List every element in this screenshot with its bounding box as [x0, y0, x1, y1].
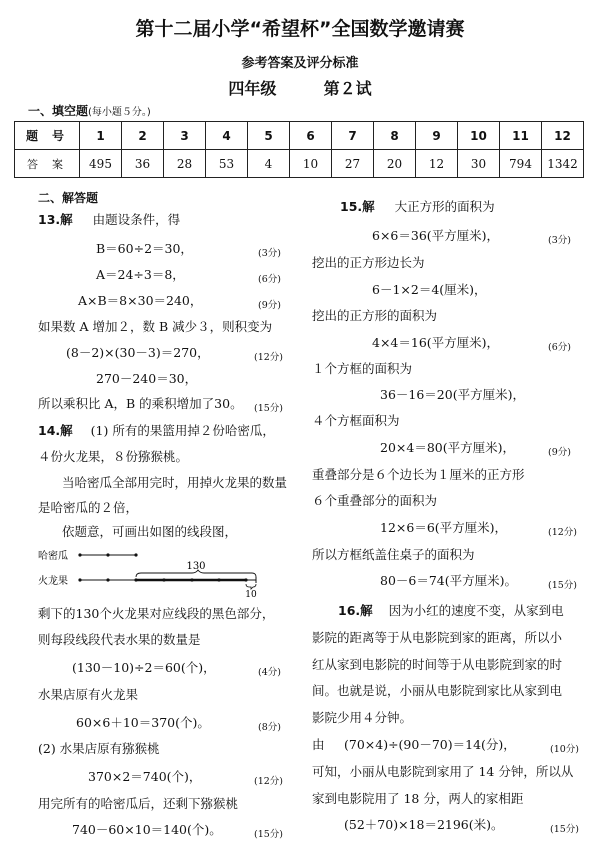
brace-10	[246, 584, 256, 589]
score: (15分)	[550, 824, 580, 835]
problem-14-header	[38, 424, 275, 438]
score: (15分)	[254, 403, 284, 414]
section-solve-heading: 二、解答题	[38, 191, 99, 205]
question-number-cell: 10	[458, 122, 500, 150]
answer-cell: 4	[248, 150, 290, 178]
text-line: 重叠部分是６个边长为１厘米的正方形	[312, 467, 525, 482]
equation-line: 6－1×2＝4(厘米)，	[372, 282, 487, 297]
problem-16-number: 16.	[338, 603, 361, 618]
answer-table	[14, 121, 584, 178]
text-line: 挖出的正方形边长为	[312, 255, 425, 270]
equation-line: A×B＝8×30＝240，	[78, 293, 203, 308]
answer-cell: 20	[374, 150, 416, 178]
grade-label: 四年级	[228, 79, 277, 98]
score: (3分)	[258, 248, 281, 259]
text-line: 家到电影院用了 18 分，两人的家相距	[312, 791, 524, 806]
text-line: 影院的距离等于从电影院到家的距离，所以小	[312, 630, 563, 645]
equation-line: 80－6＝74(平方厘米)。	[380, 573, 518, 588]
diagram-label-10: 10	[245, 590, 257, 598]
answer-cell: 27	[332, 150, 374, 178]
equation-line: (8－2)×(30－3)＝270，	[66, 345, 210, 360]
segment-dot	[162, 578, 165, 581]
question-number-cell: 3	[164, 122, 206, 150]
text-line: 大正方形的面积为	[394, 199, 495, 214]
section-fill-title: 一、填空题	[28, 104, 89, 118]
score: (9分)	[258, 300, 281, 311]
question-number-cell: 6	[290, 122, 332, 150]
answer-cell: 1342	[542, 150, 584, 178]
segment-dot	[78, 578, 81, 581]
page-subtitle: 参考答案及评分标准	[241, 56, 359, 71]
text-line: 则每段线段代表水果的数量是	[38, 632, 201, 647]
text-line: １个方框的面积为	[312, 361, 413, 376]
segment-dot	[190, 578, 193, 581]
segment-dot	[134, 553, 137, 556]
equation-line: 60×6＋10＝370(个)。	[76, 715, 210, 730]
solution-label: 解	[360, 603, 373, 618]
equation-line: 370×2＝740(个)，	[88, 769, 202, 784]
section-fill-note: (每小题５分。)	[88, 107, 151, 118]
text-line: 如果数 A 增加２，数 B 减少３，则积变为	[38, 319, 273, 334]
question-number-cell: 12	[542, 122, 584, 150]
equation-line: 270－240＝30，	[96, 371, 198, 386]
text-line: 因为小红的速度不变，从家到电	[388, 603, 564, 618]
text-line: 挖出的正方形的面积为	[312, 308, 438, 323]
text-line: 红从家到电影院的时间等于从电影院到家的时	[312, 657, 563, 672]
text-line: 当哈密瓜全部用完时，用掉火龙果的数量	[62, 475, 288, 490]
score: (12分)	[548, 527, 578, 538]
equation-line: 6×6＝36(平方厘米)，	[372, 228, 500, 243]
text-line: 间。也就是说，小丽从电影院到家比从家到电	[312, 683, 563, 698]
problem-13-header	[38, 213, 180, 227]
answer-cell: 495	[80, 150, 122, 178]
text-line: 依题意，可画出如图的线段图，	[62, 524, 238, 539]
row-label-answer: 答案	[15, 150, 80, 178]
answer-cell: 53	[206, 150, 248, 178]
segment-dot	[106, 553, 109, 556]
problem-14-number: 14.	[38, 423, 61, 438]
text-line: (1) 所有的果篮用掉２份哈密瓜，	[90, 423, 275, 438]
question-number-cell: 9	[416, 122, 458, 150]
grade-round	[0, 76, 600, 99]
question-number-cell: 1	[80, 122, 122, 150]
answer-cell: 12	[416, 150, 458, 178]
text-line: 所以方框纸盖住桌子的面积为	[312, 547, 475, 562]
segment-dot	[134, 578, 137, 581]
text-line: 是哈密瓜的２倍，	[38, 500, 139, 515]
segment-dot	[217, 578, 220, 581]
answer-cell: 36	[122, 150, 164, 178]
answer-cell: 28	[164, 150, 206, 178]
problem-13-intro: 由题设条件，得	[92, 212, 181, 227]
problem-16-header	[338, 604, 564, 618]
score: (4分)	[258, 667, 281, 678]
score: (15分)	[254, 829, 284, 840]
equation-line: 4×4＝16(平方厘米)，	[372, 335, 500, 350]
score: (15分)	[548, 580, 578, 591]
equation-line: (130－10)÷2＝60(个)，	[72, 660, 216, 675]
score: (9分)	[548, 447, 571, 458]
question-number-cell: 7	[332, 122, 374, 150]
solution-label: 解	[60, 423, 73, 438]
equation-line: B＝60÷2＝30，	[96, 241, 193, 256]
table-row-numbers	[15, 122, 584, 150]
question-number-cell: 8	[374, 122, 416, 150]
solution-label: 解	[362, 199, 375, 214]
question-number-cell: 4	[206, 122, 248, 150]
problem-15-header	[340, 200, 495, 214]
text-line: 影院少用４分钟。	[312, 710, 413, 725]
equation-line: 36－16＝20(平方厘米)，	[380, 387, 525, 402]
answer-cell: 794	[500, 150, 542, 178]
equation-line: 12×6＝6(平方厘米)，	[380, 520, 508, 535]
page-title: 第十二届小学“希望杯”全国数学邀请赛	[135, 18, 465, 40]
score: (3分)	[548, 235, 571, 246]
text-line: 用完所有的哈密瓜后，还剩下猕猴桃	[38, 796, 239, 811]
question-number-cell: 2	[122, 122, 164, 150]
score: (8分)	[258, 722, 281, 733]
score: (6分)	[548, 342, 571, 353]
segment-diagram	[38, 540, 278, 598]
score: (10分)	[550, 744, 580, 755]
equation-line: (52＋70)×18＝2196(米)。	[344, 817, 504, 832]
text-line: ４个方框面积为	[312, 413, 400, 428]
section-fill-heading	[28, 102, 151, 119]
diagram-label-dragonfruit: 火龙果	[38, 576, 68, 587]
solution-label: 解	[60, 212, 73, 227]
answer-cell: 30	[458, 150, 500, 178]
row-label-question: 题号	[15, 122, 80, 150]
answer-cell: 10	[290, 150, 332, 178]
equation-line: A＝24÷3＝8，	[96, 267, 185, 282]
equation-line: 740－60×10＝140(个)。	[72, 822, 222, 837]
text-line: 由	[312, 737, 325, 752]
score: (12分)	[254, 352, 284, 363]
question-number-cell: 5	[248, 122, 290, 150]
text-line: (2) 水果店原有猕猴桃	[38, 741, 160, 756]
diagram-label-130: 130	[186, 561, 206, 572]
diagram-label-melon: 哈密瓜	[38, 551, 68, 562]
segment-dot	[78, 553, 81, 556]
score: (6分)	[258, 274, 281, 285]
problem-13-number: 13.	[38, 212, 61, 227]
text-line: 剩下的130个火龙果对应线段的黑色部分，	[38, 606, 275, 621]
round-label: 第２试	[323, 79, 372, 98]
text-line: 所以乘积比 A，B 的乘积增加了30。	[38, 396, 243, 411]
text-line: ４份火龙果，８份猕猴桃。	[38, 449, 189, 464]
problem-15-number: 15.	[340, 199, 363, 214]
segment-dot	[244, 578, 247, 581]
text-line: 水果店原有火龙果	[38, 687, 139, 702]
segment-dot	[106, 578, 109, 581]
text-line: 可知，小丽从电影院到家用了 14 分钟，所以从	[312, 764, 574, 779]
question-number-cell: 11	[500, 122, 542, 150]
table-row-answers	[15, 150, 584, 178]
equation-line: 20×4＝80(平方厘米)，	[380, 440, 515, 455]
text-line: ６个重叠部分的面积为	[312, 493, 438, 508]
equation-line: (70×4)÷(90－70)＝14(分)，	[344, 737, 516, 752]
score: (12分)	[254, 776, 284, 787]
